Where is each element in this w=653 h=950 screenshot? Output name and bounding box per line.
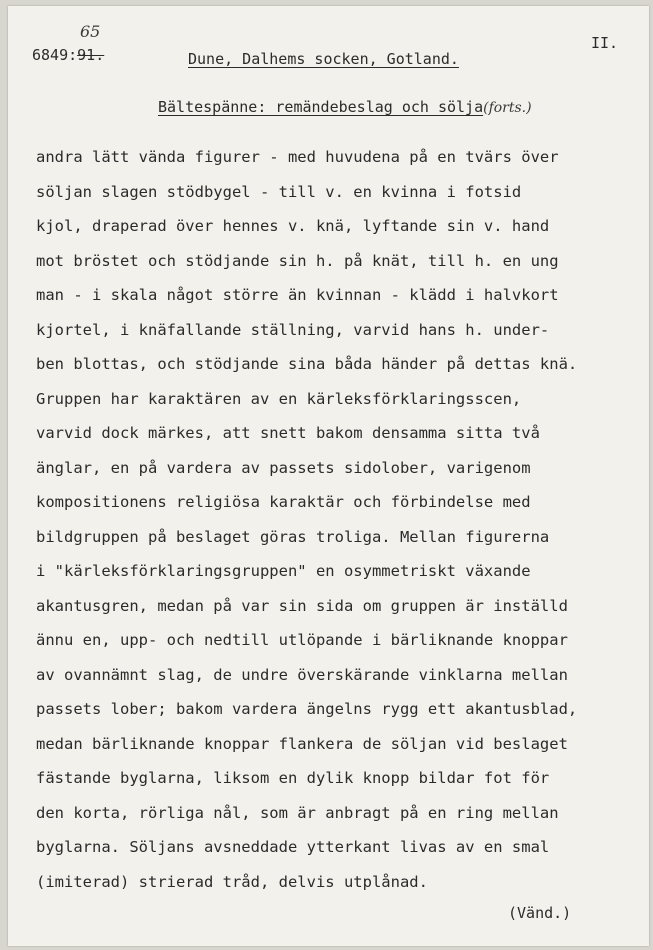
body-line: kjol, draperad över hennes v. knä, lyftande sin v. hand <box>36 217 550 235</box>
catalog-number-struck: 91. <box>77 46 105 64</box>
body-line: ben blottas, och stödjande sina båda händer på dettas knä. <box>36 355 578 373</box>
body-line: byglarna. Söljans avsneddade ytterkant livas av en smal <box>36 838 550 856</box>
body-line: medan bärliknande knoppar flankera de söljan vid beslaget <box>36 734 568 753</box>
continued-note: (Vänd.) <box>508 904 572 922</box>
body-line: av ovannämnt slag, de undre överskärande vinklarna mellan <box>36 665 568 684</box>
subtitle-handwritten-note: (forts.) <box>483 100 532 116</box>
body-text <box>36 140 641 899</box>
body-line: andra lätt vända figurer - med huvudena på en tvärs över <box>36 148 559 166</box>
body-line: änglar, en på vardera av passets sidolober, varigenom <box>36 458 531 477</box>
body-line: passets lober; bakom vardera ängelns rygg ett akantusblad, <box>36 700 578 718</box>
body-line: man - i skala något större än kvinnan - klädd i halvkort <box>36 286 559 304</box>
body-line: fästande byglarna, liksom en dylik knopp bildar fot för <box>36 769 550 787</box>
body-line: Gruppen har karaktären av en kärleksförklaringsscen, <box>36 389 522 408</box>
body-line: akantusgren, medan på var sin sida om gruppen är inställd <box>36 596 568 615</box>
body-line: mot bröstet och stödjande sin h. på knät, till h. en ung <box>36 251 559 270</box>
body-line: ännu en, upp- och nedtill utlöpande i bärliknande knoppar <box>36 631 568 649</box>
catalog-number-prefix: 6849: <box>32 46 78 64</box>
body-line: (imiterad) strierad tråd, delvis utplånad. <box>36 872 428 891</box>
page-number: II. <box>591 34 619 52</box>
archive-card <box>8 6 649 946</box>
body-line: kompositionens religiösa karaktär och förbindelse med <box>36 493 531 511</box>
body-line: kjortel, i knäfallande ställning, varvid hans h. under- <box>36 320 550 339</box>
subtitle <box>158 98 532 116</box>
location-heading: Dune, Dalhems socken, Gotland. <box>188 50 459 68</box>
body-line: i "kärleksförklaringsgruppen" en osymmetriskt växande <box>36 562 531 580</box>
body-line: den korta, rörliga nål, som är anbragt på en ring mellan <box>36 803 559 822</box>
body-line: varvid dock märkes, att snett bakom densamma sitta två <box>36 424 540 442</box>
subtitle-text: Bältespänne: remändebeslag och sölja <box>158 98 484 116</box>
body-line: bildgruppen på beslaget göras troliga. Mellan figurerna <box>36 527 550 546</box>
body-line: söljan slagen stödbygel - till v. en kvinna i fotsid <box>36 182 522 201</box>
catalog-number <box>32 46 104 64</box>
handwritten-catalog-number: 65 <box>80 22 101 41</box>
